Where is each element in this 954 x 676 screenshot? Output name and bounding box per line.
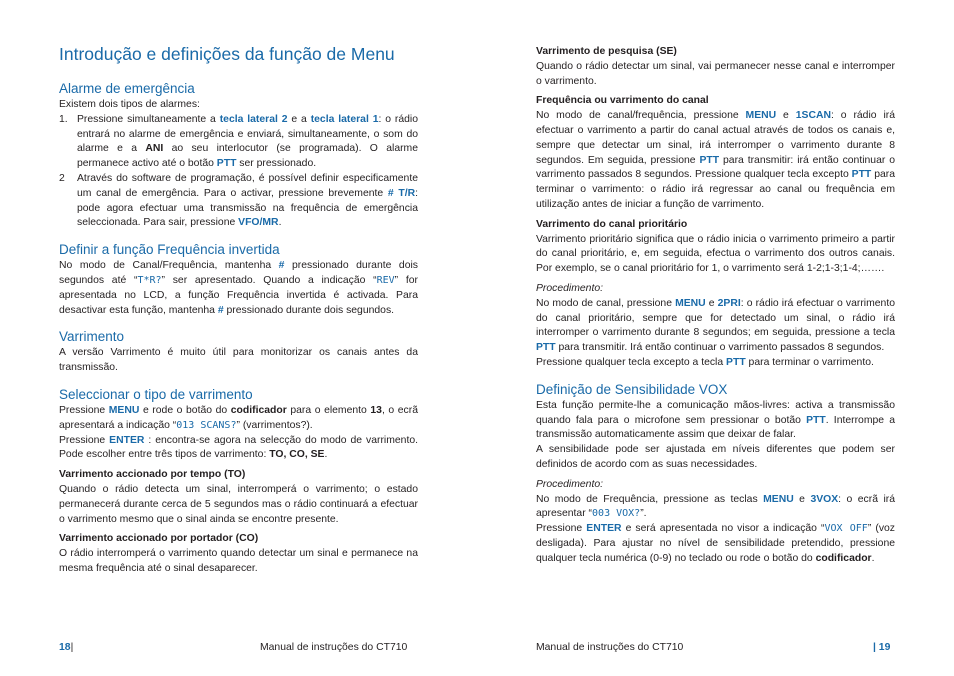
bold-term: codificador xyxy=(230,404,287,416)
text-run: Esta função permite-lhe a comunicação mãos-livres: activa a transmissão quando fala para o microfone sem pressionar o botão xyxy=(536,399,895,426)
text-run: : pode agora efectuar uma transmissão na frequência de emergência seleccionada. Para sair, pressione xyxy=(77,187,418,229)
co-text: O rádio interromperá o varrimento quando detectar um sinal e permanece na mesma frequência até o sinal desaparecer. xyxy=(59,548,418,574)
text-run: : o rádio irá efectuar o varrimento a partir do canal actual através de todos os canais e, sempre que detectar um sinal, irá interromper o varrimento durante 8 segundos. Em seguida, pressione xyxy=(536,110,895,166)
lcd-text: VOX OFF xyxy=(824,523,868,535)
page-number: 18 xyxy=(59,642,71,653)
text-run: Pressione qualquer tecla excepto a tecla xyxy=(536,356,727,368)
prioritario-p1 xyxy=(536,297,895,356)
text-run: , o ecrã apresentará a indicação “ xyxy=(59,404,418,431)
key-name: PTT xyxy=(851,169,872,181)
text-run: No modo de canal, pressione xyxy=(536,297,676,309)
vox-p3 xyxy=(536,493,895,523)
key-name: tecla lateral 1 xyxy=(310,113,379,125)
text-run: ” (voz desligada). Para ajustar no nível de sensibilidade pretendido, pressione qualquer tecla numérica (0-9) no teclado ou rode o botão do xyxy=(536,523,895,564)
bold-term: 13 xyxy=(370,404,382,416)
text-run: : o rádio entrará no alarme de emergência e enviará, simultaneamente, o som do alarme e a xyxy=(77,113,419,155)
frequencia-text xyxy=(536,109,895,213)
page-number: 19 xyxy=(878,642,891,653)
section-title-alarme: Alarme de emergência xyxy=(59,81,195,96)
text-run: para transmitir. Irá então continuar o varrimento passados 8 segundos. xyxy=(555,342,885,354)
text-run: Pressione simultaneamente a xyxy=(77,113,220,125)
key-name: PTT xyxy=(536,342,556,354)
text-run: e xyxy=(793,493,811,505)
lcd-text: REV xyxy=(376,274,395,286)
key-name: PTT xyxy=(726,356,746,368)
text-run: ao seu interlocutor (se programada). O alarme permanece activo até o botão xyxy=(77,143,418,170)
lcd-text: 013 SCANS? xyxy=(176,419,237,431)
bold-term: ANI xyxy=(145,143,164,155)
section-title-frequencia-invertida: Definir a função Frequência invertida xyxy=(59,242,280,258)
lcd-text: T*R? xyxy=(137,274,162,286)
text-run: . Interrompe a transmissão automaticamente assim que deixar de falar. xyxy=(536,414,896,441)
text-run: . xyxy=(324,449,328,461)
text-run: e rode o botão do xyxy=(139,404,231,416)
text-run: para terminar o varrimento. xyxy=(745,356,874,368)
right-page xyxy=(536,45,895,567)
alarme-item-2 xyxy=(59,172,418,231)
list-number: 1. xyxy=(59,113,68,125)
subsection-title-se: Varrimento de pesquisa (SE) xyxy=(536,46,677,57)
text-run: No modo de Frequência, pressione as teclas xyxy=(536,493,764,505)
key-name: tecla lateral 2 xyxy=(219,113,288,125)
page-separator: | xyxy=(873,642,879,653)
key-name: 2PRI xyxy=(717,297,741,309)
text-run: No modo de canal/frequência, pressione xyxy=(536,110,746,122)
alarme-item-1 xyxy=(59,113,418,172)
subsection-title-frequencia: Frequência ou varrimento do canal xyxy=(536,95,709,107)
page-separator: | xyxy=(70,642,74,653)
text-run: ”. xyxy=(640,508,647,520)
tipo-varrimento-p1 xyxy=(59,404,418,434)
right-footer-page xyxy=(873,642,890,653)
text-run: Pressione xyxy=(59,404,109,416)
key-name: PTT xyxy=(699,154,720,166)
text-run: . xyxy=(871,552,875,564)
text-run: : o rádio irá efectuar o varrimento do canal prioritário, sempre que for detectado um sinal, o rádio irá interromper o varrimento durante 8 segundos; em seguida, pressione a tecla xyxy=(536,297,895,339)
prioritario-text: Varrimento prioritário significa que o rádio inicia o varrimento primeiro a partir do canal prioritário, e, em seguida, efectua o varrimento dos outros canais. Por exemplo, se o canal prioritário for 1, o varrimento será 1-2;1-3;1-4;……. xyxy=(536,233,895,275)
procedimento-label: Procedimento: xyxy=(536,282,603,294)
key-name: MENU xyxy=(745,110,777,122)
text-run: No modo de Canal/Frequência, mantenha xyxy=(59,260,279,272)
key-name: PTT xyxy=(216,158,237,170)
section-title-tipo-varrimento: Seleccionar o tipo de varrimento xyxy=(59,386,253,402)
text-run: ser pressionado. xyxy=(236,158,317,170)
text-run: Pressione xyxy=(59,434,110,446)
left-page xyxy=(59,80,418,577)
text-run: e xyxy=(776,110,796,122)
frequencia-invertida-text xyxy=(59,259,418,318)
text-run: ” ser apresentado. Quando a indicação “ xyxy=(161,274,377,286)
text-run: Pressione xyxy=(536,523,587,535)
text-run: para terminar o varrimento: o rádio irá regressar ao canal ou frequência em utilização antes de iniciar a função de varrimento. xyxy=(536,169,895,210)
key-name: MENU xyxy=(675,297,706,309)
vox-p1 xyxy=(536,399,895,443)
text-run: pressionado durante dois segundos até “ xyxy=(59,260,418,286)
key-name: 3VOX xyxy=(810,493,839,505)
key-name: # xyxy=(278,260,285,272)
se-text: Quando o rádio detectar um sinal, vai permanecer nesse canal e interromper o varrimento. xyxy=(536,60,895,87)
text-run: : o ecrã irá apresentar “ xyxy=(536,493,895,520)
text-run: pressionado durante dois segundos. xyxy=(223,304,395,316)
text-run: Através do software de programação, é possível definir especificamente um canal de emergência. Para o activar, pressione brevemente xyxy=(77,172,418,199)
text-run: ” (varrimentos?). xyxy=(236,419,313,431)
tipo-varrimento-p2 xyxy=(59,434,418,464)
varrimento-text: A versão Varrimento é muito útil para monitorizar os canais antes da transmissão. xyxy=(59,347,418,374)
left-footer-manual: Manual de instruções do CT710 xyxy=(260,642,408,653)
key-name: PTT xyxy=(806,414,826,426)
key-name: ENTER xyxy=(109,434,145,446)
text-run: : encontra-se agora na selecção do modo de varrimento. Pode escolher entre três tipos de varrimento: xyxy=(59,434,418,461)
subsection-title-prioritario: Varrimento do canal prioritário xyxy=(536,218,688,230)
section-title-varrimento: Varrimento xyxy=(59,329,125,345)
subsection-title-co: Varrimento accionado por portador (CO) xyxy=(59,533,259,545)
bold-term: TO, CO, SE xyxy=(269,449,325,461)
text-run: e a xyxy=(287,113,311,125)
alarme-list xyxy=(59,113,418,231)
text-run: . xyxy=(278,217,282,229)
subsection-title-to: Varrimento accionado por tempo (TO) xyxy=(59,469,246,481)
page-title: Introdução e definições da função de Menu xyxy=(59,44,395,64)
text-run: e será apresentada no visor a indicação “ xyxy=(621,523,825,535)
right-footer-manual: Manual de instruções do CT710 xyxy=(536,642,684,653)
text-run: ” for apresentada no LCD, a função Frequência invertida é activada. Para desactivar esta função, mantenha xyxy=(59,274,418,316)
key-name: ENTER xyxy=(586,523,622,535)
bold-term: codificador xyxy=(815,552,872,564)
prioritario-p2 xyxy=(536,356,895,371)
list-number: 2 xyxy=(59,172,65,184)
key-name: # xyxy=(217,304,224,316)
key-name: MENU xyxy=(763,493,794,505)
key-name: # T/R xyxy=(387,187,416,199)
section-title-vox: Definição de Sensibilidade VOX xyxy=(536,381,728,397)
lcd-text: 003 VOX? xyxy=(592,508,641,520)
key-name: VFO/MR xyxy=(238,217,279,229)
text-run: e xyxy=(705,297,718,309)
vox-p4 xyxy=(536,522,895,566)
vox-p2: A sensibilidade pode ser ajustada em níveis diferentes que podem ser definidos de acordo com as suas necessidades. xyxy=(536,444,895,470)
text-run: para transmitir: irá então continuar o varrimento passados 8 segundos. Pressione qualquer tecla excepto xyxy=(536,154,895,181)
procedimento-label: Procedimento: xyxy=(536,478,603,490)
text-run: para o elemento xyxy=(286,404,371,416)
to-text: Quando o rádio detecta um sinal, interromperá o varrimento; o estado permanecerá durante cerca de 5 segundos mas o rádio continuará a efectuar o varrimento mesmo que o sinal ainda se encontre presente. xyxy=(59,483,418,525)
alarme-intro: Existem dois tipos de alarmes: xyxy=(59,99,200,110)
key-name: MENU xyxy=(108,404,140,416)
key-name: 1SCAN xyxy=(795,110,831,122)
left-footer-page xyxy=(59,642,73,653)
